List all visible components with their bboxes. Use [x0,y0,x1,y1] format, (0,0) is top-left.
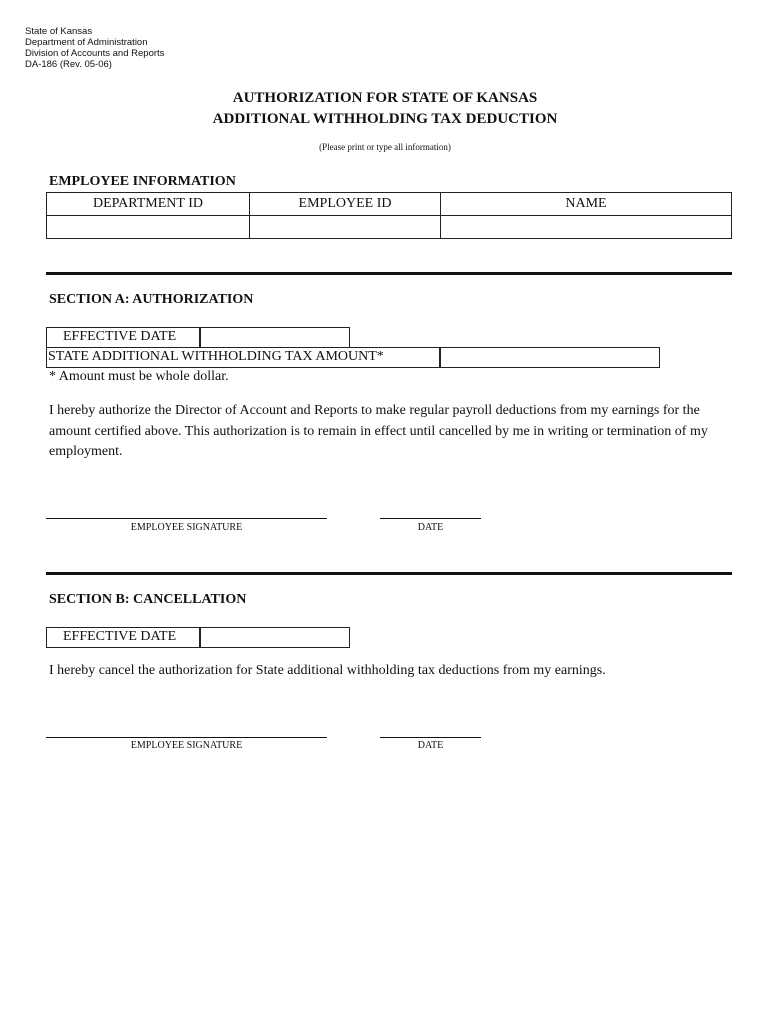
employee-info-table [46,192,732,239]
agency-state: State of Kansas [25,26,93,37]
column-header-employee-id: EMPLOYEE ID [250,193,441,216]
section-b-effective-date-field[interactable] [199,627,350,648]
department-id-field[interactable] [47,216,250,239]
employee-id-field[interactable] [250,216,441,239]
amount-field[interactable] [439,347,660,368]
section-a-date-line[interactable] [380,518,481,519]
section-b-date-line[interactable] [380,737,481,738]
agency-department: Department of Administration [25,37,148,48]
cancellation-paragraph: I hereby cancel the authorization for State additional withholding tax deductions from my earnings. [49,663,606,678]
section-divider [46,572,732,575]
section-b-date-label: DATE [417,740,444,751]
amount-label-box [46,347,441,368]
column-header-department-id: DEPARTMENT ID [47,193,250,216]
section-a-effective-date-label-box [46,327,201,348]
form-title-line2: ADDITIONAL WITHHOLDING TAX DEDUCTION [212,111,558,127]
section-a-effective-date-field[interactable] [199,327,350,348]
section-a-signature-line[interactable] [46,518,327,519]
employee-info-heading: EMPLOYEE INFORMATION [49,174,236,189]
section-b-effective-date-label: EFFECTIVE DATE [63,629,177,644]
section-a-effective-date-label: EFFECTIVE DATE [63,329,177,344]
form-instruction: (Please print or type all information) [319,142,451,152]
section-a-heading: SECTION A: AUTHORIZATION [49,292,254,307]
amount-label: STATE ADDITIONAL WITHHOLDING TAX AMOUNT* [48,349,384,364]
section-b-effective-date-label-box [46,627,201,648]
authorization-paragraph: I hereby authorize the Director of Account and Reports to make regular payroll deductions from my earnings for the amount certified above. This authorization is to remain in effect until cancelled by me in writing or termination of my employment. [49,403,708,459]
form-title-line1: AUTHORIZATION FOR STATE OF KANSAS [232,90,538,106]
section-divider [46,272,732,275]
section-b-signature-line[interactable] [46,737,327,738]
name-field[interactable] [441,216,732,239]
agency-division: Division of Accounts and Reports [25,48,165,59]
form-number: DA-186 (Rev. 05-06) [25,59,112,70]
section-a-date-label: DATE [417,522,444,533]
amount-footnote: * Amount must be whole dollar. [49,369,229,384]
section-a-signature-label: EMPLOYEE SIGNATURE [130,522,243,533]
column-header-name: NAME [441,193,732,216]
section-b-heading: SECTION B: CANCELLATION [49,592,247,607]
section-b-signature-label: EMPLOYEE SIGNATURE [130,740,243,751]
